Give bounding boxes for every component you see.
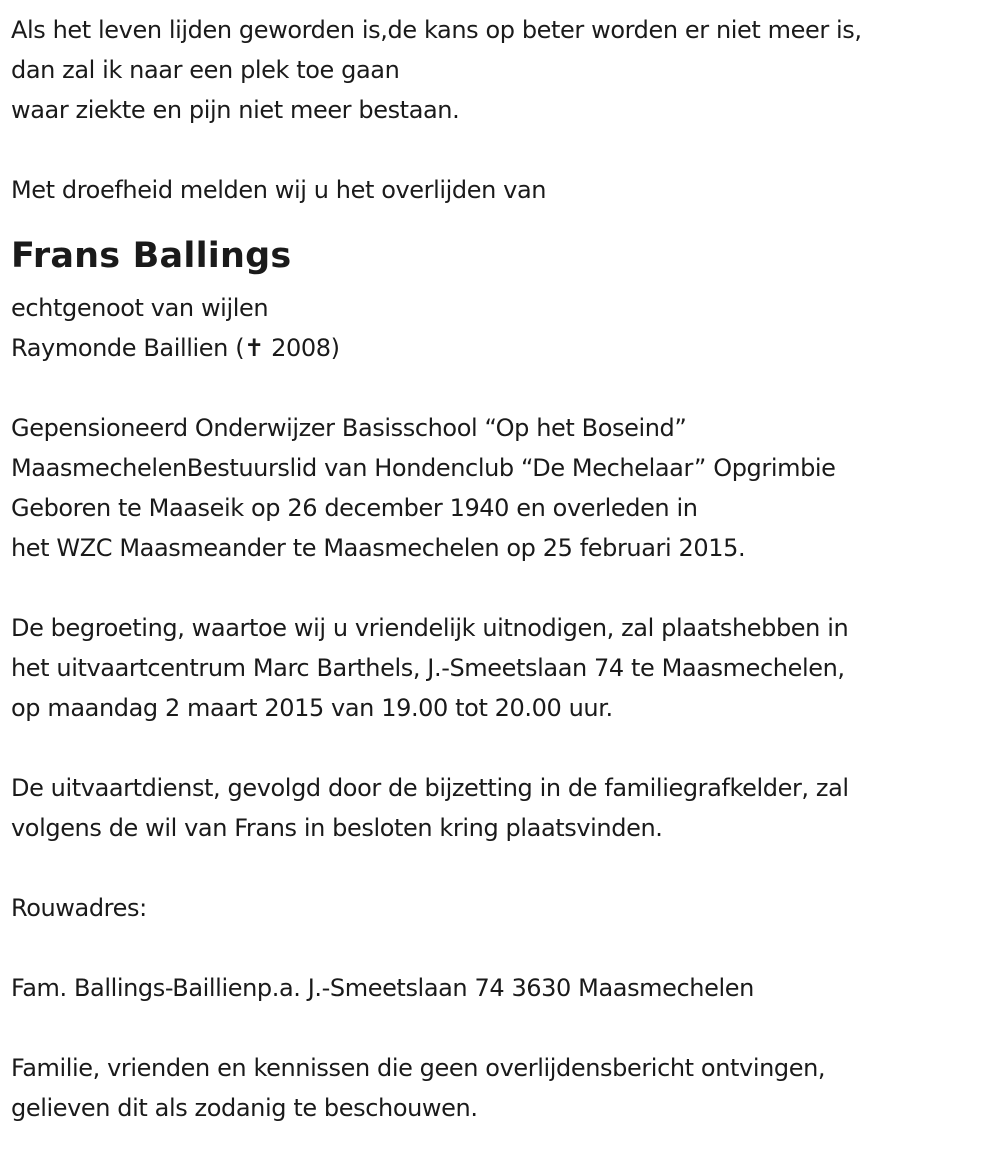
greeting-line: het uitvaartcentrum Marc Barthels, J.-Smeetslaan 74 te Maasmechelen, [11, 654, 845, 682]
biography [11, 408, 996, 568]
funeral-line: De uitvaartdienst, gevolgd door de bijzetting in de familiegrafkelder, zal [11, 774, 849, 802]
closing-line: Familie, vrienden en kennissen die geen overlijdensbericht ontvingen, [11, 1054, 826, 1082]
funeral-info [11, 768, 996, 848]
announcement-text: Met droefheid melden wij u het overlijden van [11, 176, 547, 204]
greeting-line: op maandag 2 maart 2015 van 19.00 tot 20.00 uur. [11, 694, 613, 722]
funeral-line: volgens de wil van Frans in besloten kring plaatsvinden. [11, 814, 663, 842]
deceased-name: Frans Ballings [11, 236, 292, 276]
spacer [11, 130, 996, 170]
spacer [11, 368, 996, 408]
mourning-address: Fam. Ballings-Baillienp.a. J.-Smeetslaan 74 3630 Maasmechelen [11, 974, 754, 1002]
bio-line: het WZC Maasmeander te Maasmechelen op 25 februari 2015. [11, 534, 746, 562]
bio-line: MaasmechelenBestuurslid van Hondenclub “De Mechelaar” Opgrimbie [11, 454, 836, 482]
spouse-line: echtgenoot van wijlen [11, 294, 269, 322]
spacer [11, 848, 996, 888]
poem-line: dan zal ik naar een plek toe gaan [11, 56, 400, 84]
death-notice [11, 10, 996, 1128]
bio-line: Gepensioneerd Onderwijzer Basisschool “Op het Boseind” [11, 414, 687, 442]
spouse-info [11, 288, 996, 368]
poem [11, 10, 996, 130]
spacer [11, 728, 996, 768]
spacer [11, 928, 996, 968]
bio-line: Geboren te Maaseik op 26 december 1940 en overleden in [11, 494, 698, 522]
closing-line: gelieven dit als zodanig te beschouwen. [11, 1094, 478, 1122]
greeting-info [11, 608, 996, 728]
spouse-line: Raymonde Baillien (✝ 2008) [11, 334, 340, 362]
spacer [11, 1008, 996, 1048]
mourning-address-label: Rouwadres: [11, 894, 147, 922]
closing-note [11, 1048, 996, 1128]
poem-line: Als het leven lijden geworden is,de kans op beter worden er niet meer is, [11, 16, 862, 44]
greeting-line: De begroeting, waartoe wij u vriendelijk uitnodigen, zal plaatshebben in [11, 614, 849, 642]
poem-line: waar ziekte en pijn niet meer bestaan. [11, 96, 460, 124]
spacer [11, 568, 996, 608]
